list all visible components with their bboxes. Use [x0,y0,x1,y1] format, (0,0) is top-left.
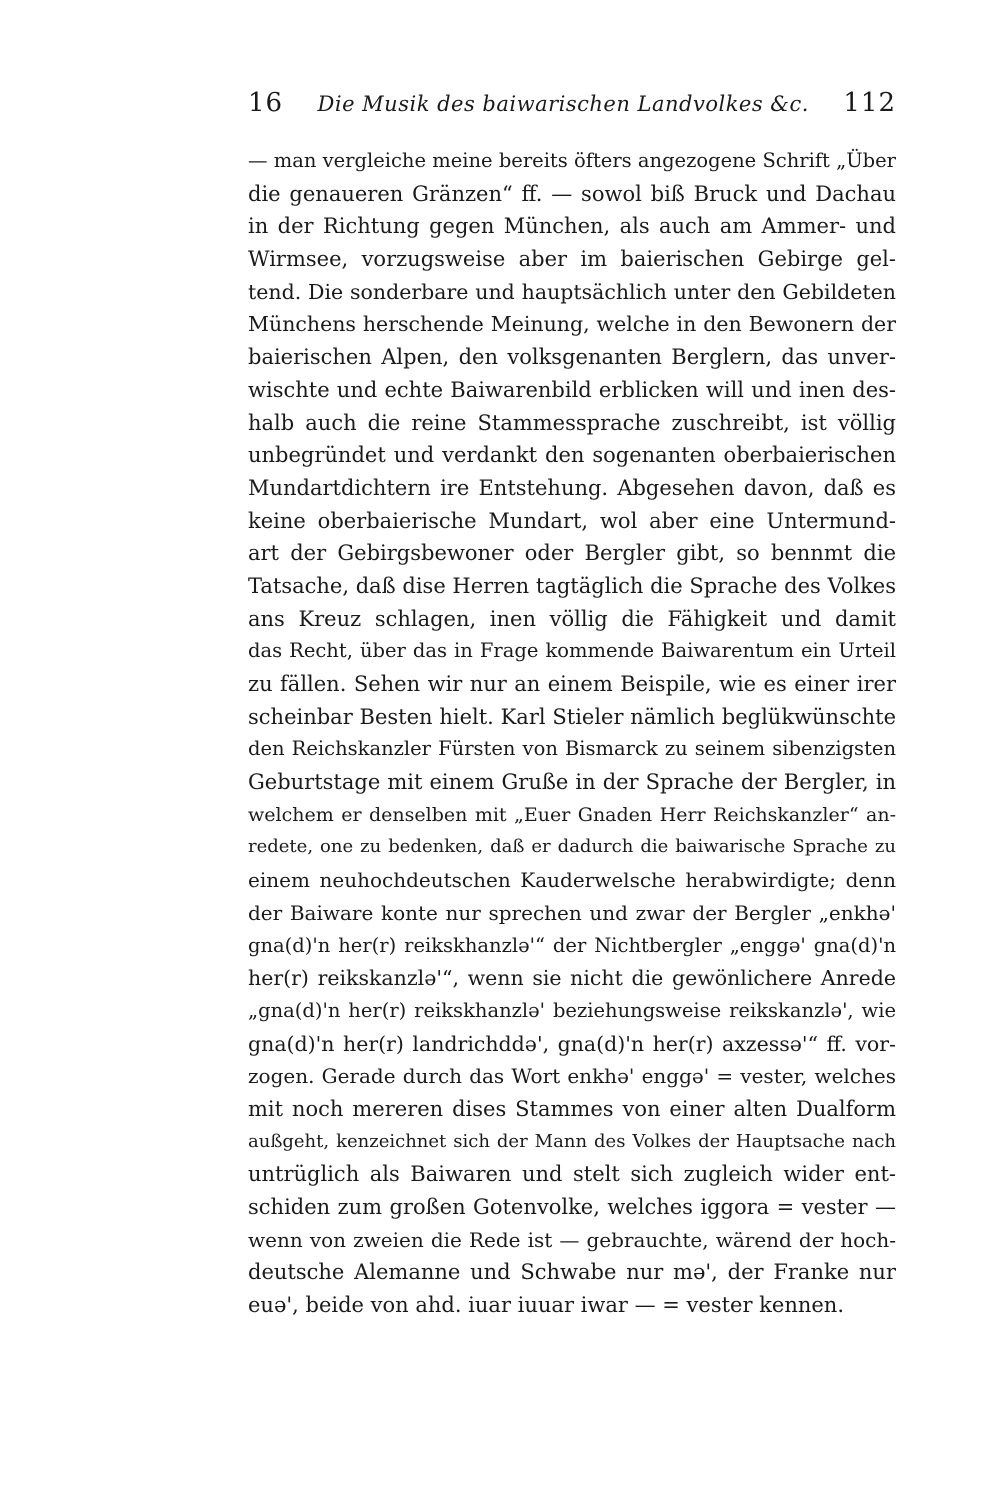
text-line: außgeht, kenzeichnet sich der Mann des Volkes der Hauptsache nach [248,1130,896,1152]
running-title: Die Musik des baiwarischen Landvolkes &c. [317,92,809,116]
text-line: Münchens herschende Meinung, welche in den Bewonern der [248,312,896,337]
text-line: schiden zum großen Gotenvolke, welches iggora = vester — [248,1195,896,1219]
text-line: gna(d)'n her(r) reikskhanzlə'“ der Nichtbergler „enggə' gna(d)'n [248,933,896,957]
text-line: Geburtstage mit einem Gruße in der Sprache der Bergler, in [248,770,896,795]
text-line: baierischen Alpen, den volksgenanten Berglern, das unver- [248,345,896,370]
text-line: Tatsache, daß dise Herren tagtäglich die Sprache des Volkes [248,573,896,598]
text-line: welchem er denselben mit „Euer Gnaden Herr Reichskanzler“ an- [248,803,896,826]
text-line: deutsche Alemanne und Schwabe nur mə', der Franke nur [248,1260,896,1285]
text-line: keine oberbaierische Mundart, wol aber eine Untermund- [248,508,896,533]
text-line: wischte und echte Baiwarenbild erblicken will und inen des- [248,377,896,402]
text-line: her(r) reikskanzlə'“, wenn sie nicht die gewönlichere Anrede [248,966,896,991]
text-line: den Reichskanzler Fürsten von Bismarck zu seinem sibenzigsten [248,737,896,761]
text-line: scheinbar Besten hielt. Karl Stieler nämlich beglükwünschte [248,704,896,729]
body-text [248,145,896,1322]
running-head [248,88,896,128]
text-line: untrüglich als Baiwaren und stelt sich zugleich wider ent- [248,1162,896,1187]
text-line: mit noch mereren dises Stammes von einer alten Dualform [248,1096,896,1121]
text-line: ans Kreuz schlagen, inen völlig die Fähigkeit und damit [248,606,896,631]
text-line: wenn von zweien die Rede ist — gebrauchte, wärend der hoch- [248,1227,896,1252]
text-line: Mundartdichtern ire Entstehung. Abgesehen davon, daß es [248,475,896,500]
text-line: einem neuhochdeutschen Kauderwelsche herabwirdigte; denn [248,868,896,893]
text-line: die genaueren Gränzen“ ff. — sowol biß Bruck und Dachau [248,181,896,206]
text-line: halb auch die reine Stammessprache zuschreibt, ist völlig [248,410,896,435]
text-line: Wirmsee, vorzugsweise aber im baierischen Gebirge gel- [248,247,896,272]
text-line: art der Gebirgsbewoner oder Bergler gibt, so bennmt die [248,541,896,566]
text-line: der Baiware konte nur sprechen und zwar der Bergler „enkhə' [248,900,896,925]
text-line: das Recht, über das in Frage kommende Baiwarentum ein Urteil [248,639,896,663]
text-line: „gna(d)'n her(r) reikskhanzlə' beziehungsweise reikskanzlə', wie [248,998,896,1022]
text-line: redete, one zu bedenken, daß er dadurch die baiwarische Sprache zu [248,836,896,858]
text-line: in der Richtung gegen München, als auch am Ammer- und [248,214,896,239]
text-line: unbegründet und verdankt den sogenanten oberbaierischen [248,443,896,468]
text-line: euə', beide von ahd. iuar iuuar iwar — = vester kennen. [248,1293,845,1318]
text-line: zogen. Gerade durch das Wort enkhə' enggə' = vester, welches [248,1064,896,1089]
text-line: — man vergleiche meine bereits öfters angezogene Schrift „Über [248,149,896,172]
page-number-left: 16 [248,88,284,118]
text-line: zu fällen. Sehen wir nur an einem Beispile, wie es einer irer [248,672,896,696]
page-number-right: 112 [843,88,896,118]
text-line: gna(d)'n her(r) landrichddə', gna(d)'n her(r) axzessə'“ ff. vor- [248,1031,896,1056]
text-line: tend. Die sonderbare und hauptsächlich unter den Gebildeten [248,279,896,304]
